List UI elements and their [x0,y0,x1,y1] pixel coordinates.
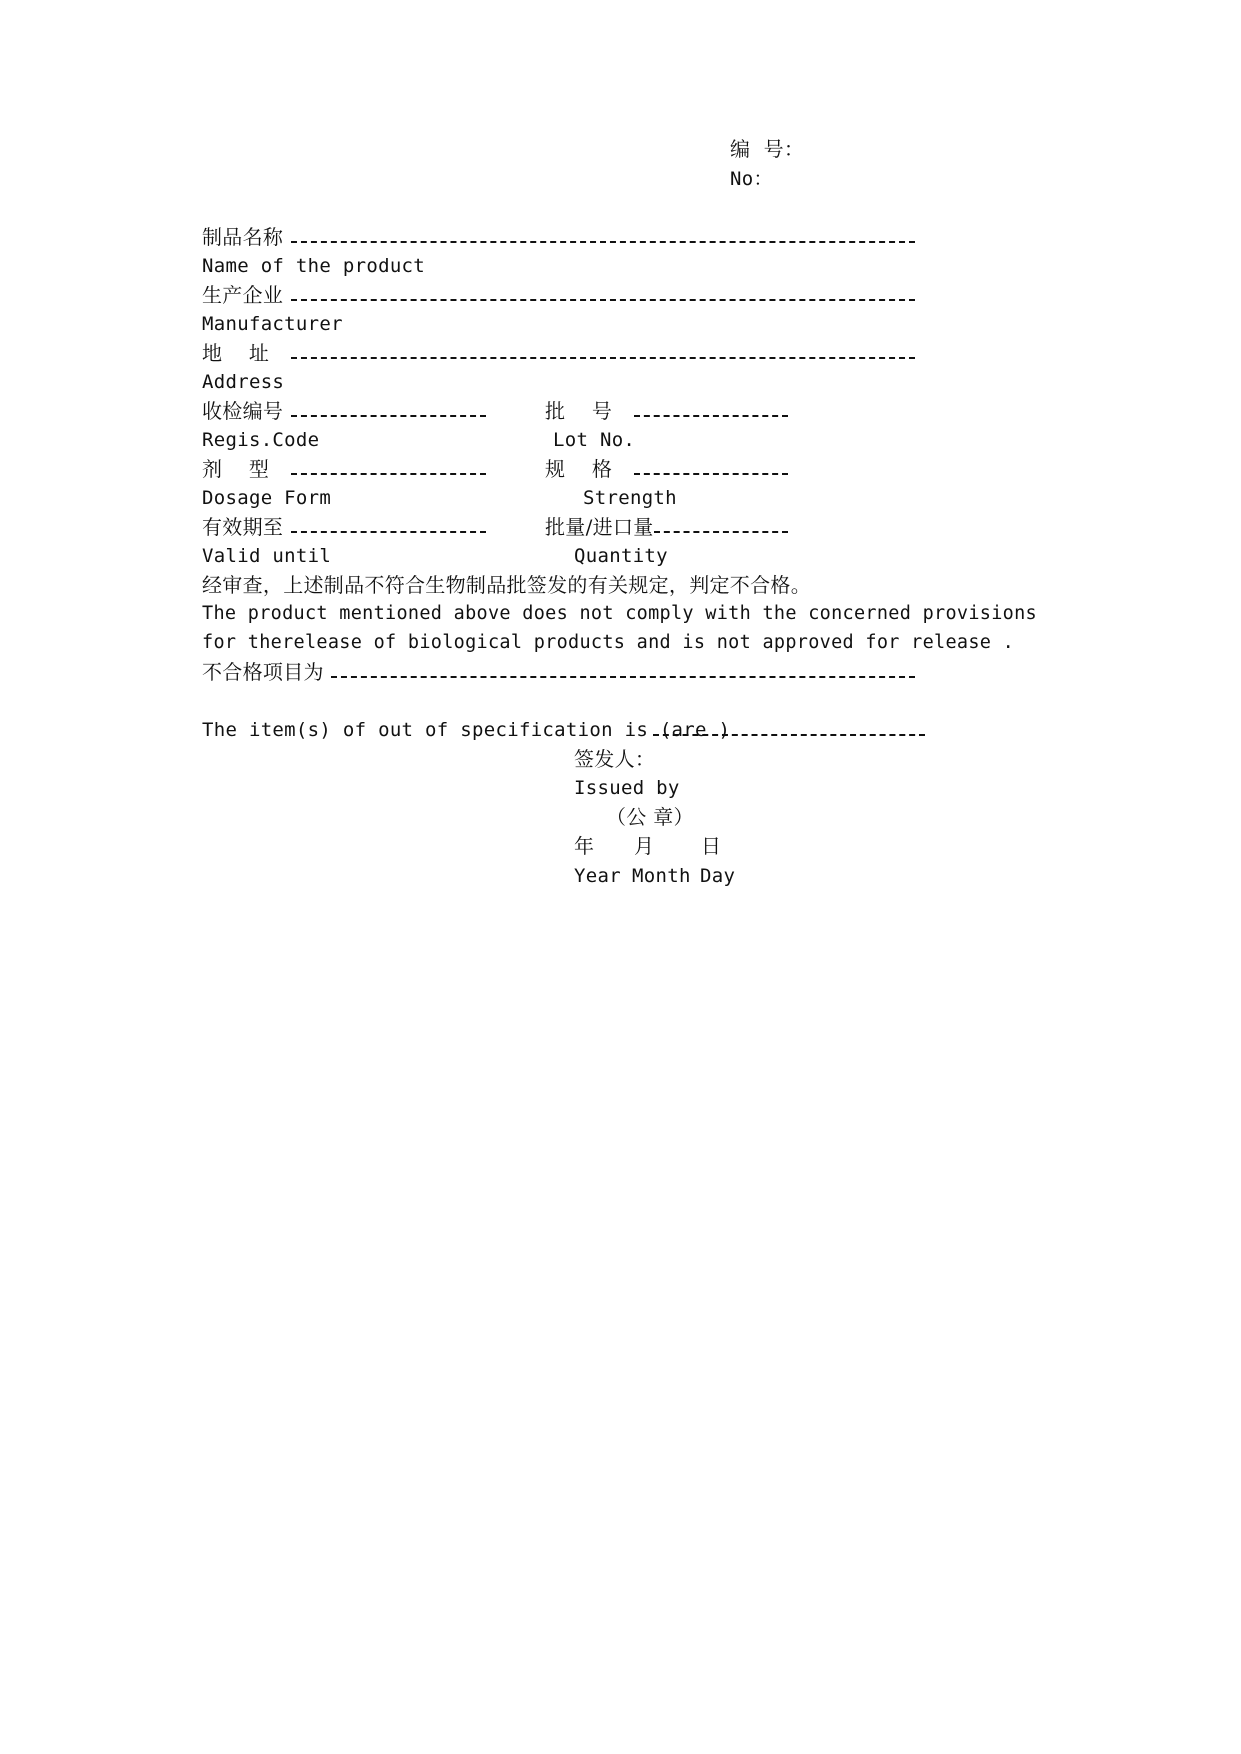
lot-no-field[interactable] [634,415,788,417]
quantity-field[interactable] [654,531,788,533]
valid-until-field[interactable] [291,531,486,533]
quantity-label-en: Quantity [574,545,668,567]
number-label-cn: 编 号： [730,137,805,161]
lot-no-label-cn: 批 号 [545,399,613,423]
product-name-field[interactable] [291,241,915,243]
failed-items-field[interactable] [331,676,915,678]
address-field[interactable] [291,357,915,359]
dosage-form-field[interactable] [291,473,486,475]
year-label-cn: 年 [574,834,595,858]
quantity-label-cn: 批量/进口量 [545,515,654,539]
failed-items-en-field[interactable] [653,734,925,736]
regis-code-label-en: Regis.Code [202,429,320,451]
official-seal-label: （公 章） [606,805,694,829]
statement-en-line1: The product mentioned above does not comply with the concerned provisions [202,603,1037,624]
address-label-cn: 地 址 [202,341,270,365]
dosage-form-label-en: Dosage Form [202,487,332,509]
manufacturer-label-cn: 生产企业 [202,283,284,307]
manufacturer-field[interactable] [291,299,915,301]
month-label-cn: 月 [634,834,655,858]
strength-field[interactable] [634,473,788,475]
manufacturer-label-en: Manufacturer [202,313,343,335]
product-name-label-cn: 制品名称 [202,225,284,249]
issuer-label-en: Issued by [574,777,680,799]
month-label-en: Month [632,865,691,887]
lot-no-label-en: Lot No. [553,429,636,451]
valid-until-label-cn: 有效期至 [202,515,284,539]
regis-code-field[interactable] [291,415,486,417]
day-label-cn: 日 [701,834,722,858]
valid-until-label-en: Valid until [202,545,332,567]
product-name-label-en: Name of the product [202,255,426,277]
day-label-en: Day [700,865,736,887]
statement-en-line2: for therelease of biological products and is not approved for release . [202,632,1015,653]
strength-label-cn: 规 格 [545,457,613,481]
strength-label-en: Strength [583,487,677,509]
regis-code-label-cn: 收检编号 [202,399,284,423]
dosage-form-label-cn: 剂 型 [202,457,270,481]
failed-items-label-cn: 不合格项目为 [202,660,324,684]
address-label-en: Address [202,371,285,393]
statement-cn: 经审查，上述制品不符合生物制品批签发的有关规定，判定不合格。 [202,573,811,597]
failed-items-label-en: The item(s) of out of specification is (are ) [202,719,731,741]
year-label-en: Year [574,865,621,887]
number-label-en: No： [730,168,773,190]
issuer-label-cn: 签发人： [574,747,656,771]
